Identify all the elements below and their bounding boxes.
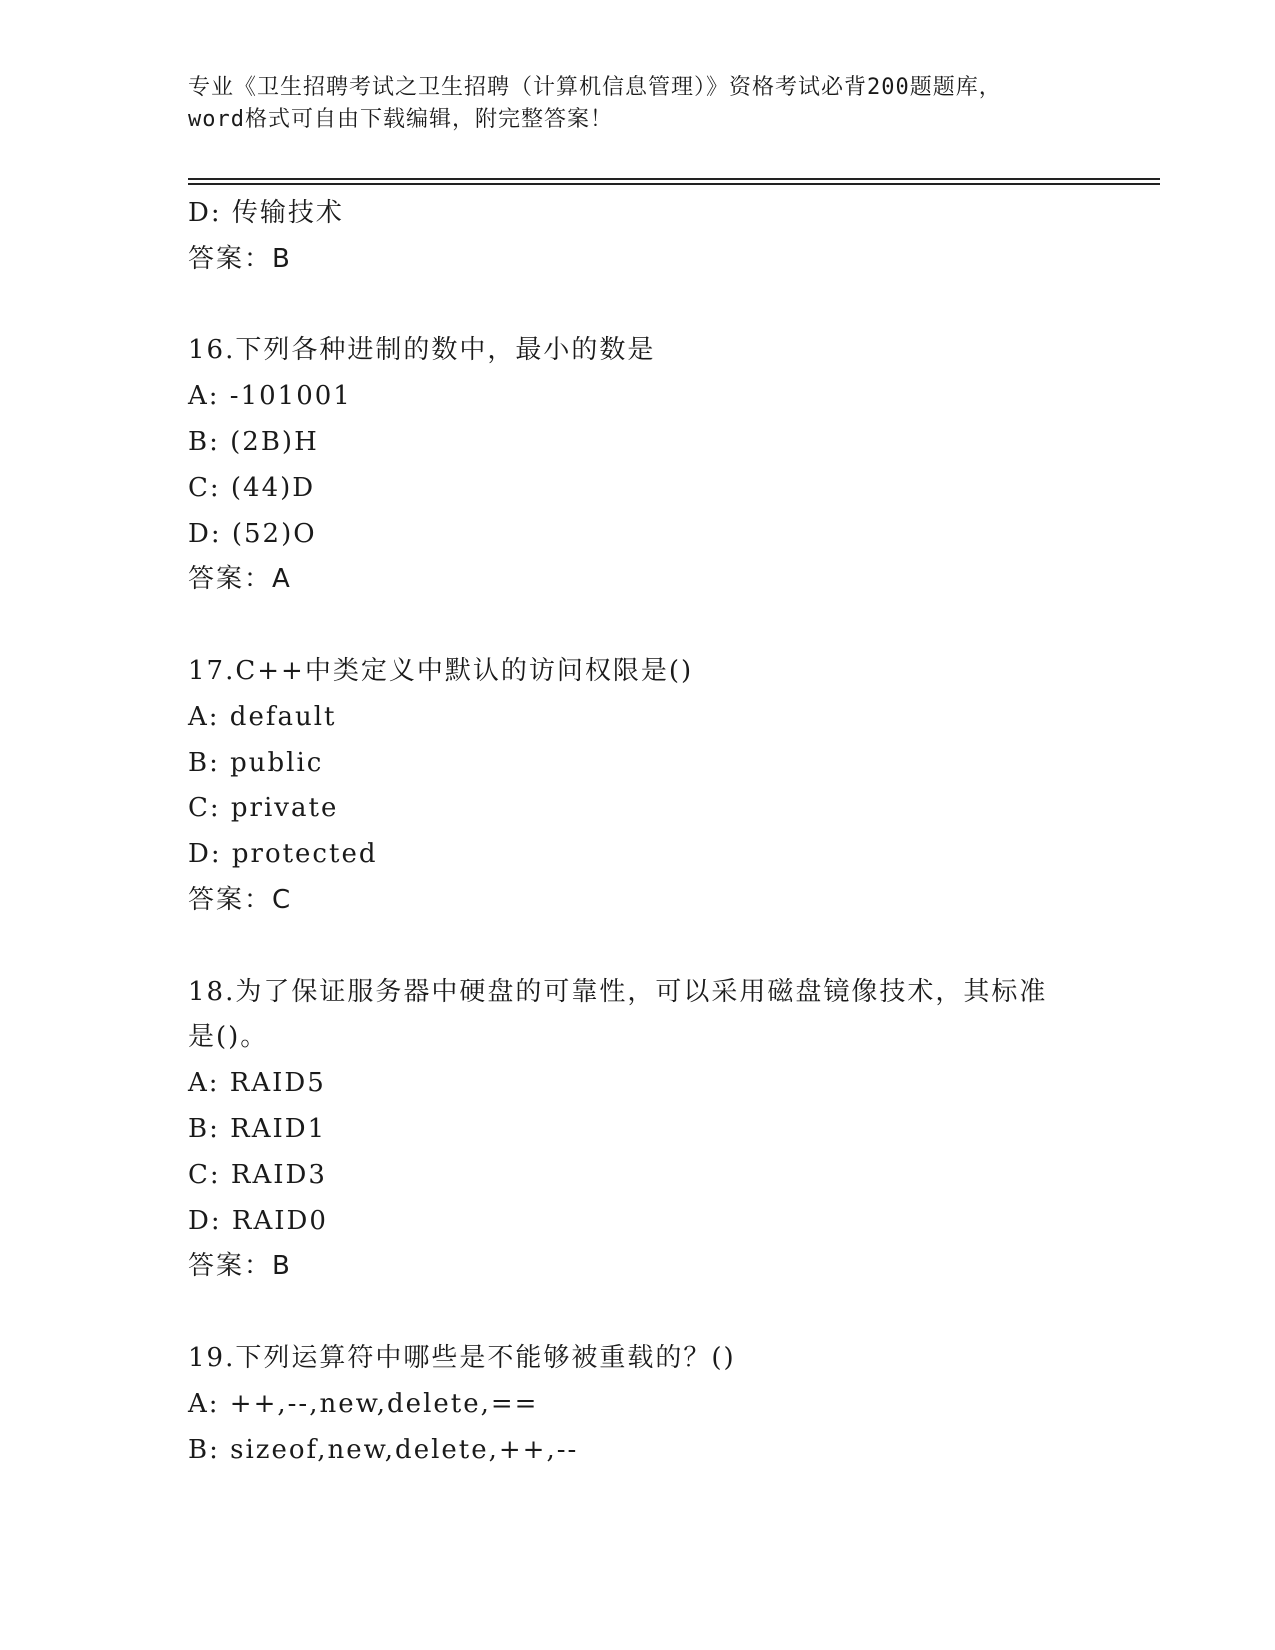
spacer xyxy=(188,283,1128,329)
q17-option-d: D: protected xyxy=(188,839,378,870)
spacer xyxy=(188,924,1128,970)
q19-option-b: B: sizeof,new,delete,++,-- xyxy=(188,1434,579,1465)
q15-option-d: D: 传输技术 xyxy=(188,198,344,228)
q18-option-c: C: RAID3 xyxy=(188,1159,327,1190)
spacer xyxy=(188,1290,1128,1336)
q18-stem-line-1: 18.为了保证服务器中硬盘的可靠性，可以采用磁盘镜像技术，其标准 xyxy=(188,976,1048,1007)
q15-answer: 答案：B xyxy=(188,243,292,274)
q16-option-a: A: -101001 xyxy=(188,381,352,412)
spacer xyxy=(188,603,1128,649)
q19-option-a: A: ++,--,new,delete,== xyxy=(188,1388,539,1419)
q18-answer: 答案：B xyxy=(188,1251,292,1282)
header-divider-bottom xyxy=(188,183,1160,185)
q16-option-d: D: (52)O xyxy=(188,518,317,549)
q16-option-c: C: (44)D xyxy=(188,472,316,503)
q17-option-c: C: private xyxy=(188,793,339,824)
q17-option-a: A: default xyxy=(188,701,337,732)
document-header xyxy=(188,72,1088,136)
header-title-line-1: 专业《卫生招聘考试之卫生招聘（计算机信息管理）》资格考试必背200题题库， xyxy=(188,75,1002,100)
header-divider-top xyxy=(188,178,1160,180)
q17-answer: 答案：C xyxy=(188,884,293,915)
q18-stem-line-2: 是()。 xyxy=(188,1022,269,1053)
header-title-line-2: word格式可自由下载编辑，附完整答案！ xyxy=(188,107,613,132)
q17-option-b: B: public xyxy=(188,747,324,778)
q19-stem: 19.下列运算符中哪些是不能够被重载的？() xyxy=(188,1342,736,1373)
q16-option-b: B: (2B)H xyxy=(188,426,319,457)
q17-stem: 17.C++中类定义中默认的访问权限是() xyxy=(188,655,694,686)
q16-answer: 答案：A xyxy=(188,564,292,595)
q18-option-d: D: RAID0 xyxy=(188,1205,328,1236)
q16-stem: 16.下列各种进制的数中，最小的数是 xyxy=(188,335,656,366)
q18-option-a: A: RAID5 xyxy=(188,1068,326,1099)
question-list xyxy=(188,191,1128,1473)
q18-option-b: B: RAID1 xyxy=(188,1113,327,1144)
